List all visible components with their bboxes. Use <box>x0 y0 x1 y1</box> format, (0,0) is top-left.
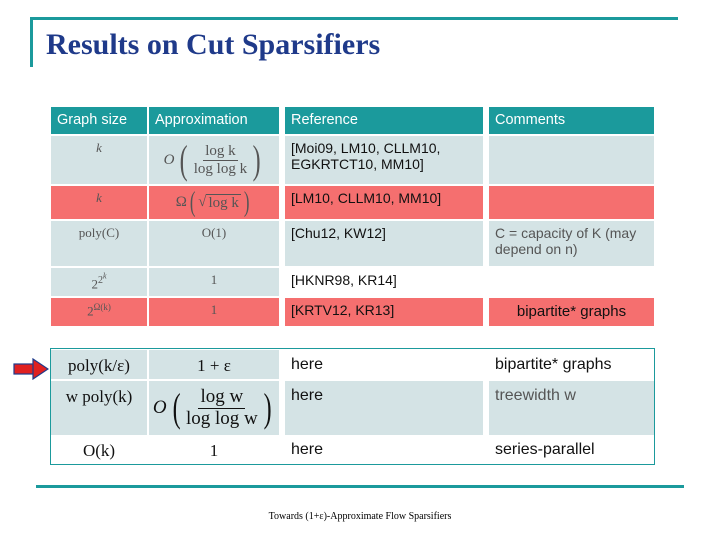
row-6-size: w poly(k) <box>50 380 148 436</box>
row-7-comment: series-parallel <box>488 436 655 465</box>
row-1-ref: [LM10, CLLM10, MM10] <box>284 185 484 220</box>
title-frame-top <box>30 17 678 20</box>
row-2-approx: O(1) <box>148 220 280 267</box>
header-approximation: Approximation <box>148 106 280 135</box>
row-6-comment: treewidth w <box>488 380 655 436</box>
header-graph-size: Graph size <box>50 106 148 135</box>
row-7-approx: 1 <box>148 436 280 465</box>
row-1-approx: Ω ( √ log k ) <box>148 185 280 220</box>
row-4-approx: 1 <box>148 297 280 327</box>
row-0-approx: O ( $\frac{\text{log k}}{\text{log log k}}$ ) <box>148 135 280 185</box>
header-reference: Reference <box>284 106 484 135</box>
title-frame-left <box>30 17 33 67</box>
row-6-approx: O ( $\frac{\text{log w}}{\text{log log w}}$ ) <box>148 380 280 436</box>
footer-rule <box>36 485 684 488</box>
row-4-ref: [KRTV12, KR13] <box>284 297 484 327</box>
row-1-size: k <box>50 185 148 220</box>
row-2-comment: C = capacity of K (may depend on n) <box>488 220 655 267</box>
row-3-comment <box>488 267 655 297</box>
row-0-comment <box>488 135 655 185</box>
row-0-size: k <box>50 135 148 185</box>
row-5-ref: here <box>284 349 484 380</box>
header-comments: Comments <box>488 106 655 135</box>
row-5-size: poly(k/ε) <box>50 349 148 380</box>
row-5-comment: bipartite* graphs <box>488 349 655 380</box>
row-7-ref: here <box>284 436 484 465</box>
row-3-ref: [HKNR98, KR14] <box>284 267 484 297</box>
slide-title: Results on Cut Sparsifiers <box>46 28 381 61</box>
slide-footer: Towards (1+ε)-Approximate Flow Sparsifiers <box>268 511 452 522</box>
row-2-ref: [Chu12, KW12] <box>284 220 484 267</box>
row-3-approx: 1 <box>148 267 280 297</box>
row-3-size: $2^{2^k}$ <box>50 267 148 297</box>
row-1-comment <box>488 185 655 220</box>
row-6-ref: here <box>284 380 484 436</box>
row-5-approx: 1 + ε <box>148 349 280 380</box>
row-4-size: $2^{\Omega(k)}$ <box>50 297 148 327</box>
right-arrow-icon <box>13 358 49 380</box>
row-0-ref: [Moi09, LM10, CLLM10, EGKRTCT10, MM10] <box>284 135 484 185</box>
row-7-size: O(k) <box>50 436 148 465</box>
row-4-comment: bipartite* graphs <box>488 297 655 327</box>
row-2-size: poly(C) <box>50 220 148 267</box>
